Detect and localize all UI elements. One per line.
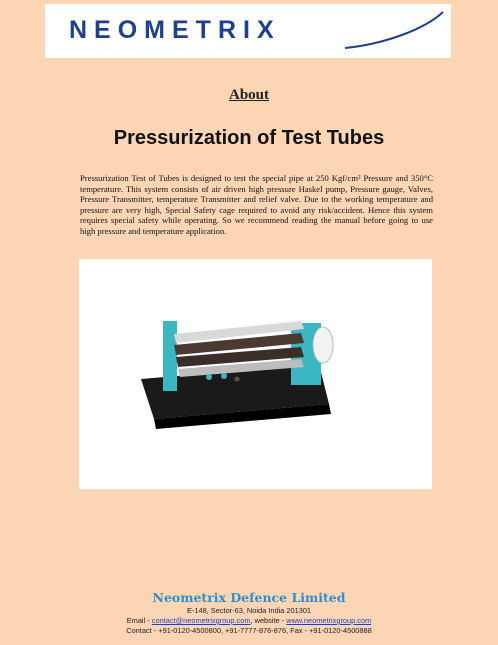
website-label: , website - <box>250 616 287 625</box>
footer-address: E-148, Sector-63, Noida India 201301 <box>186 606 312 615</box>
company-logo <box>45 4 451 58</box>
website-link[interactable]: www.neometrixgroup.com <box>286 616 372 625</box>
product-photo <box>79 259 432 489</box>
page-title: Pressurization of Test Tubes <box>113 127 385 149</box>
footer-email-line <box>0 616 498 625</box>
footer-company-name: Neometrix Defence Limited <box>152 590 346 605</box>
logo-text: NEOMETRIX <box>69 16 281 44</box>
description-paragraph: Pressurization Test of Tubes is designed to test the special pipe at 250 Kgf/cm² Pressure and 350°C temperature. This system consists of air driven high pressure Haskel pump, Pressure gauge, Valves, Pressure Transmitter, temperature Transmitter and relief valve. Due to the working temperature and pressure are very high, Special Safety cage required to avoid any risk/accident. Hence this system requires special safety while operating. So we recommend reading the manual before going to use high pressure and temperature application. <box>80 173 433 236</box>
email-label: Email - <box>126 616 152 625</box>
footer-contact: Contact - +91-0120-4500800, +91-7777-876-876, Fax - +91-0120-4500888 <box>126 626 372 635</box>
about-heading: About <box>228 87 269 103</box>
email-link[interactable]: contact@neometrixgroup.com <box>151 616 251 625</box>
test-tube-rig-image <box>79 259 432 489</box>
